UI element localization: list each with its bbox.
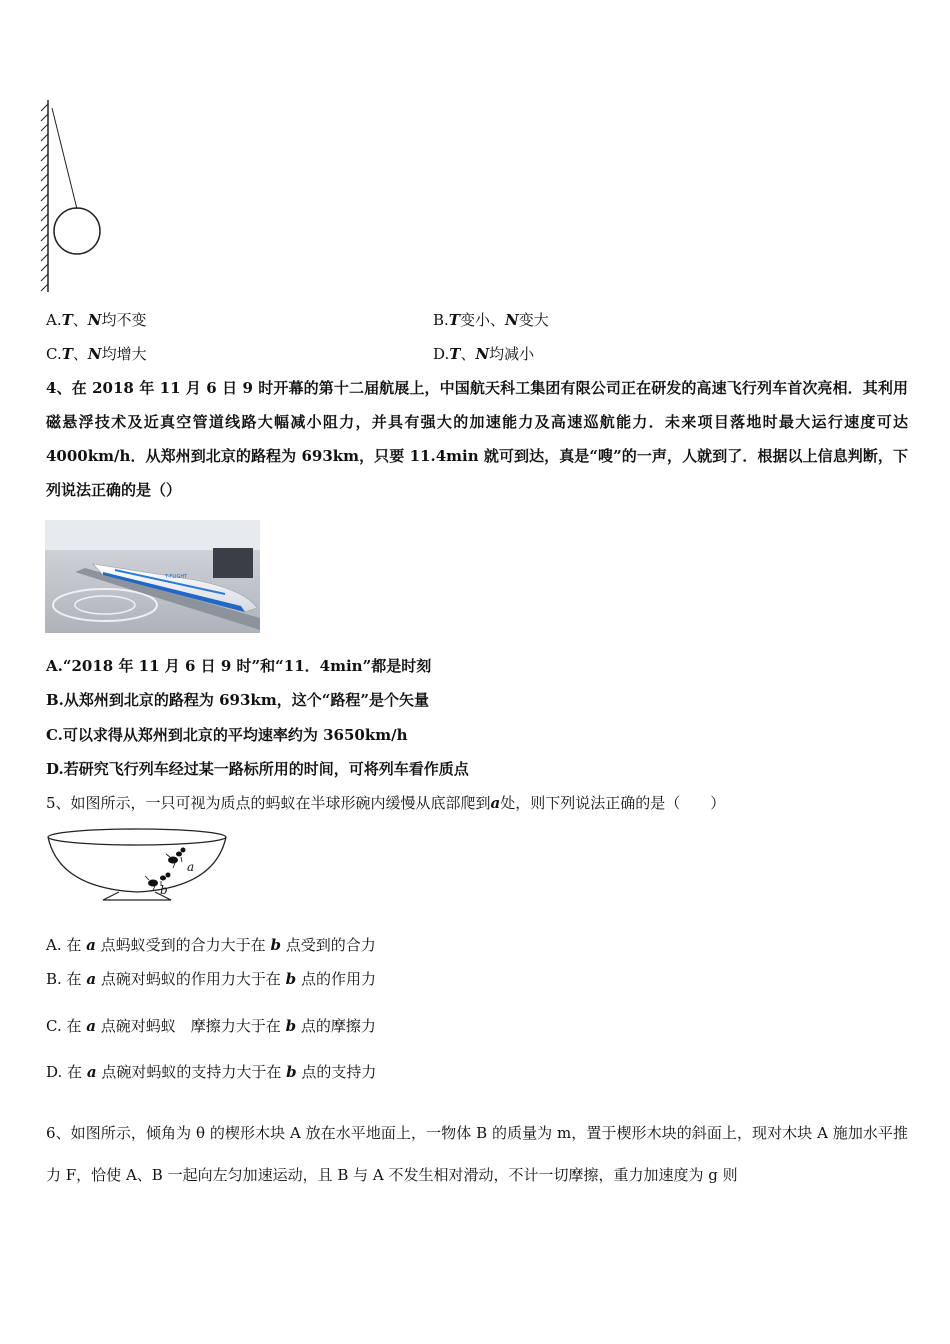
- train-logo-text: T-FLIGHT: [165, 574, 188, 580]
- q3-option-b[interactable]: B.T变小、N变大: [433, 311, 549, 329]
- label-a: a: [187, 860, 195, 874]
- q4-option-b[interactable]: B.从郑州到北京的路程为 693km，这个“路程”是个矢量: [46, 691, 429, 709]
- train-image: [45, 520, 260, 633]
- q5-option-d[interactable]: D. 在 a 点碗对蚂蚁的支持力大于在 b 点的支持力: [46, 1063, 377, 1081]
- q4-option-c[interactable]: C.可以求得从郑州到北京的平均速率约为 3650km/h: [46, 726, 408, 744]
- q4-option-a[interactable]: A.“2018 年 11 月 6 日 9 时”和“11．4min”都是时刻: [46, 657, 432, 675]
- q3-option-d[interactable]: D.T、N均减小: [433, 345, 535, 363]
- q4-option-d[interactable]: D.若研究飞行列车经过某一路标所用的时间，可将列车看作质点: [46, 760, 469, 778]
- q5-option-c[interactable]: C. 在 a 点碗对蚂蚁 摩擦力大于在 b 点的摩擦力: [46, 1017, 376, 1035]
- label-b: b: [160, 883, 168, 897]
- q5-option-b[interactable]: B. 在 a 点碗对蚂蚁的作用力大于在 b 点的作用力: [46, 970, 376, 988]
- bowl-figure: [45, 826, 230, 904]
- q4-stem: 4、在 2018 年 11 月 6 日 9 时开幕的第十二届航展上，中国航天科工集团有限公司正在研发的高速飞行列车首次亮相．其利用磁悬浮技术及近真空管道线路大幅减小阻力，并具有强大的加速能力及高速巡航能力．未来项目落地时最大运行速度可达 4000km/h．从郑州到北京的路程为 693km，只要 11.4min 就可到达，真是“嗖”的一声，人就到了．根据以上信息判断，下列说法正确的是（）: [46, 379, 908, 499]
- q3-option-a[interactable]: A.T、N均不变: [46, 311, 147, 329]
- q5-stem: 5、如图所示，一只可视为质点的蚂蚁在半球形碗内缓慢从底部爬到a处，则下列说法正确的是（ ）: [46, 794, 726, 812]
- q6-stem: 6、如图所示，倾角为 θ 的楔形木块 A 放在水平地面上，一物体 B 的质量为 m，置于楔形木块的斜面上，现对木块 A 施加水平推力 F，恰使 A、B 一起向左匀加速运动，且 B 与 A 不发生相对滑动，不计一切摩擦，重力加速度为 g 则: [46, 1124, 908, 1184]
- q3-option-c[interactable]: C.T、N均增大: [46, 345, 147, 363]
- q5-option-a[interactable]: A. 在 a 点蚂蚁受到的合力大于在 b 点受到的合力: [46, 936, 376, 954]
- wall-ball-figure: [40, 96, 110, 296]
